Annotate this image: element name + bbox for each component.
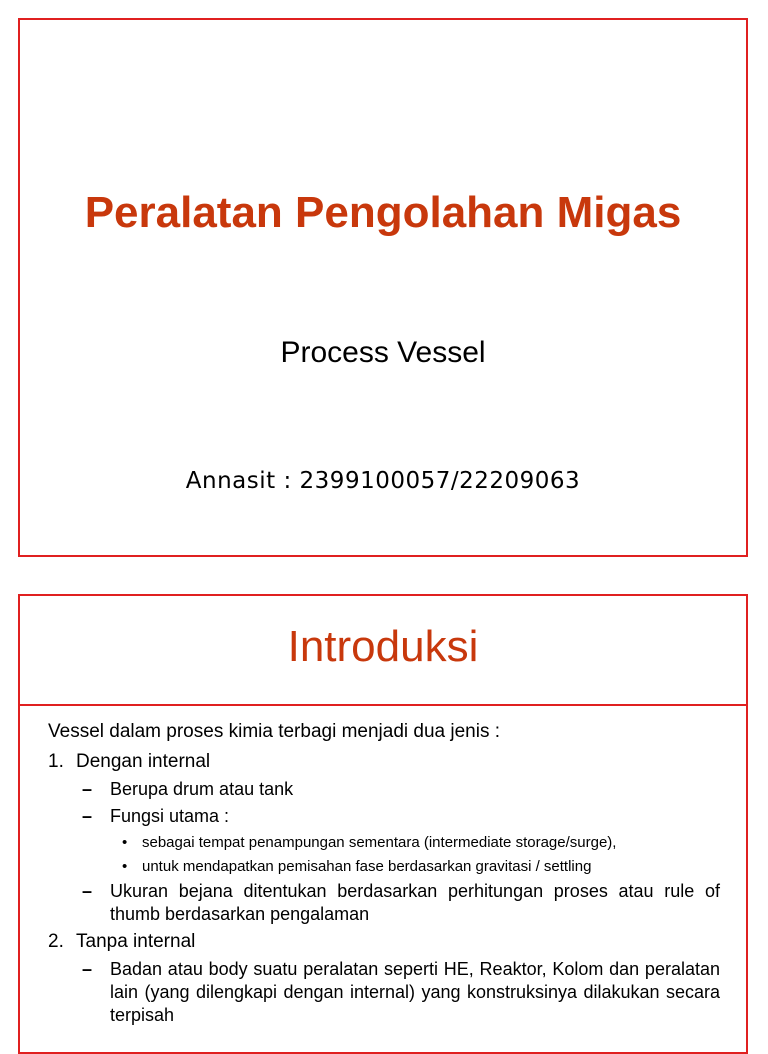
sub-item	[82, 805, 720, 828]
sub-item	[82, 880, 720, 926]
dash-marker: –	[82, 959, 93, 979]
list-item	[48, 750, 720, 774]
bullet-item	[122, 832, 720, 854]
dash-marker: –	[82, 881, 93, 901]
sub-item-text: Badan atau body suatu peralatan seperti HE, Reaktor, Kolom dan peralatan lain (yang dilengkapi dengan internal) yang konstruksinya dilakukan secara terpisah	[110, 959, 720, 1025]
sub-item-text: Berupa drum atau tank	[110, 779, 294, 799]
bullet-text: sebagai tempat penampungan sementara (intermediate storage/surge),	[142, 834, 617, 851]
sub-item-text: Ukuran bejana ditentukan berdasarkan perhitungan proses atau rule of thumb berdasarkan pengalaman	[110, 881, 720, 924]
list-item	[48, 930, 720, 954]
slide-body	[48, 720, 720, 1031]
sub-item	[82, 778, 720, 801]
introduction-slide	[18, 594, 748, 1054]
slide-title: Peralatan Pengolahan Migas	[84, 188, 682, 237]
item-label: Dengan internal	[76, 751, 211, 772]
title-divider	[20, 704, 746, 706]
sub-item-text: Fungsi utama :	[110, 806, 230, 826]
bullet-item	[122, 856, 720, 878]
author-line: Annasit : 2399100057/22209063	[185, 468, 581, 494]
bullet-marker: •	[122, 858, 128, 875]
item-number: 1.	[48, 751, 64, 772]
dash-marker: –	[82, 779, 93, 799]
dash-marker: –	[82, 806, 93, 826]
title-slide	[18, 18, 748, 557]
sub-item	[82, 958, 720, 1027]
item-number: 2.	[48, 931, 64, 952]
slide-subtitle: Process Vessel	[280, 336, 486, 369]
item-label: Tanpa internal	[76, 931, 196, 952]
intro-text: Vessel dalam proses kimia terbagi menjadi dua jenis :	[48, 721, 501, 742]
slide-title: Introduksi	[287, 622, 479, 671]
bullet-marker: •	[122, 834, 128, 851]
bullet-text: untuk mendapatkan pemisahan fase berdasarkan gravitasi / settling	[142, 858, 592, 875]
